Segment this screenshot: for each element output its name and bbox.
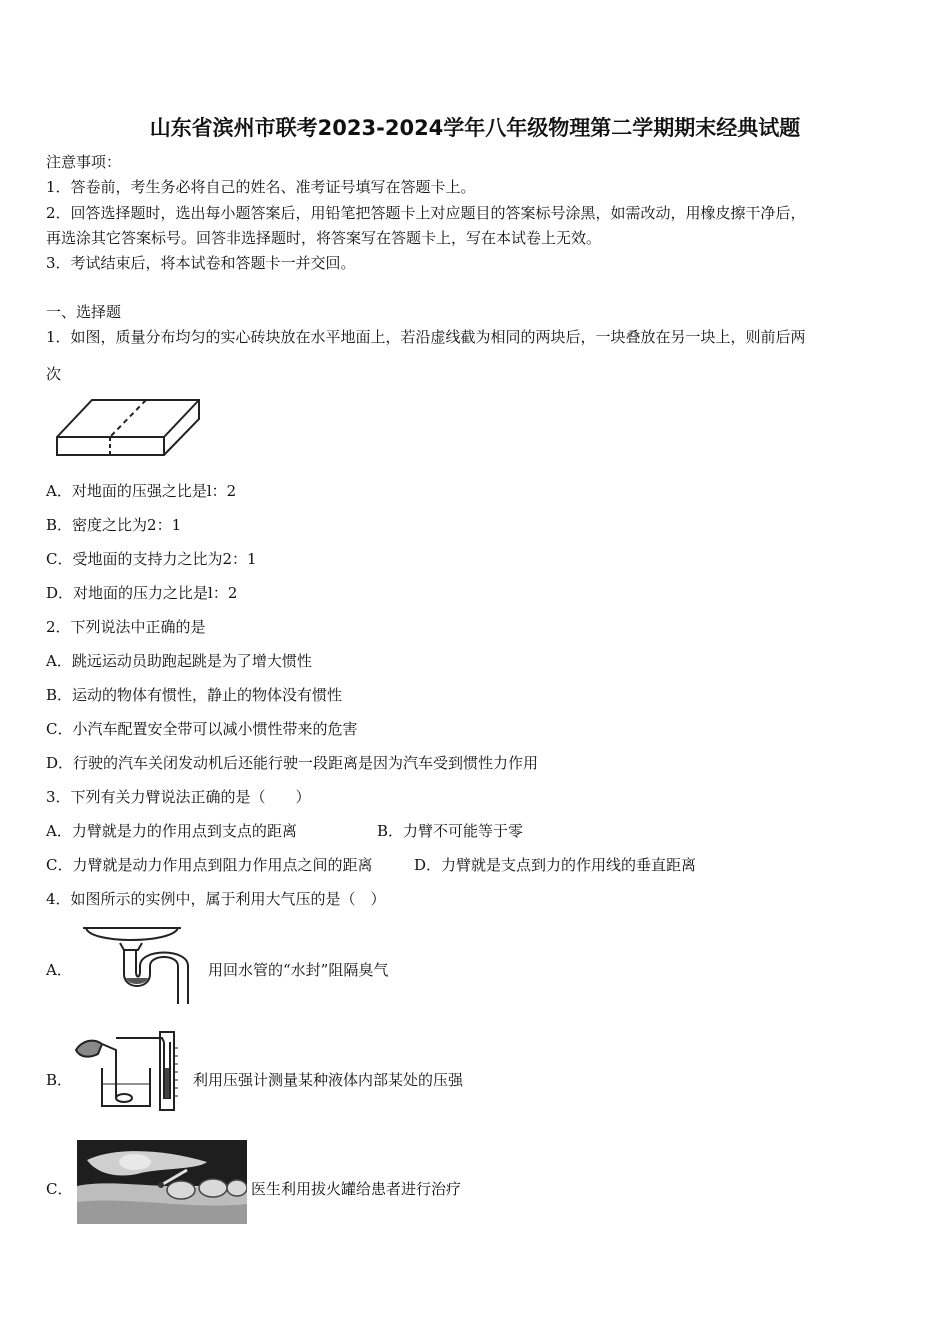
note-item: 1．答卷前，考生务必将自己的姓名、准考证号填写在答题卡上。	[46, 178, 476, 196]
page-title: 山东省滨州市联考2023-2024学年八年级物理第二学期期末经典试题	[149, 116, 801, 140]
q4-option-c-text: 医生利用拔火罐给患者进行治疗	[251, 1180, 462, 1198]
note-item: 3．考试结束后，将本试卷和答题卡一并交回。	[46, 254, 356, 272]
q3-option-b: B．力臂不可能等于零	[377, 822, 524, 840]
q1-option-b: B．密度之比为2：1	[46, 516, 182, 534]
q3-option-d: D．力臂就是支点到力的作用线的垂直距离	[414, 856, 697, 874]
note-item: 再选涂其它答案标号。回答非选择题时，将答案写在答题卡上，写在本试卷上无效。	[46, 229, 602, 247]
q2-stem: 2．下列说法中正确的是	[46, 618, 206, 636]
q4-option-b-letter: B．	[46, 1071, 73, 1089]
note-item: 2．回答选择题时，选出每小题答案后，用铅笔把答题卡上对应题目的答案标号涂黑，如需改动，用橡皮擦干净后，	[46, 204, 806, 222]
q4-option-b-text: 利用压强计测量某种液体内部某处的压强	[193, 1071, 464, 1089]
q1-option-c: C．受地面的支持力之比为2：1	[46, 550, 257, 568]
cupping-photo	[77, 1140, 247, 1224]
q2-option-c: C．小汽车配置安全带可以减小惯性带来的危害	[46, 720, 358, 738]
q4-option-a-letter: A．	[46, 961, 72, 979]
sink-trap-figure	[80, 922, 192, 1006]
section-heading: 一、选择题	[46, 303, 122, 321]
q2-option-a: A．跳远运动员助跑起跳是为了增大惯性	[46, 652, 312, 670]
q4-stem: 4．如图所示的实例中，属于利用大气压的是（ ）	[46, 890, 386, 908]
q2-option-b: B．运动的物体有惯性，静止的物体没有惯性	[46, 686, 343, 704]
q1-option-d: D．对地面的压力之比是l：2	[46, 584, 238, 602]
notes-heading: 注意事项：	[46, 153, 122, 171]
q3-option-a: A．力臂就是力的作用点到支点的距离	[46, 822, 297, 840]
q3-option-c: C．力臂就是动力作用点到阻力作用点之间的距离	[46, 856, 373, 874]
q1-stem-cont: 次	[46, 365, 62, 383]
q1-stem: 1．如图，质量分布均匀的实心砖块放在水平地面上，若沿虚线截为相同的两块后，一块叠放在另一块上，则前后两	[46, 328, 806, 346]
pressure-gauge-figure	[72, 1028, 184, 1112]
q3-stem: 3．下列有关力臂说法正确的是（ ）	[46, 788, 311, 806]
q1-option-a: A．对地面的压强之比是l：2	[46, 482, 237, 500]
q2-option-d: D．行驶的汽车关闭发动机后还能行驶一段距离是因为汽车受到惯性力作用	[46, 754, 539, 772]
q4-option-c-letter: C．	[46, 1180, 73, 1198]
brick-figure	[54, 397, 204, 459]
q4-option-a-text: 用回水管的“水封”阻隔臭气	[208, 961, 389, 979]
